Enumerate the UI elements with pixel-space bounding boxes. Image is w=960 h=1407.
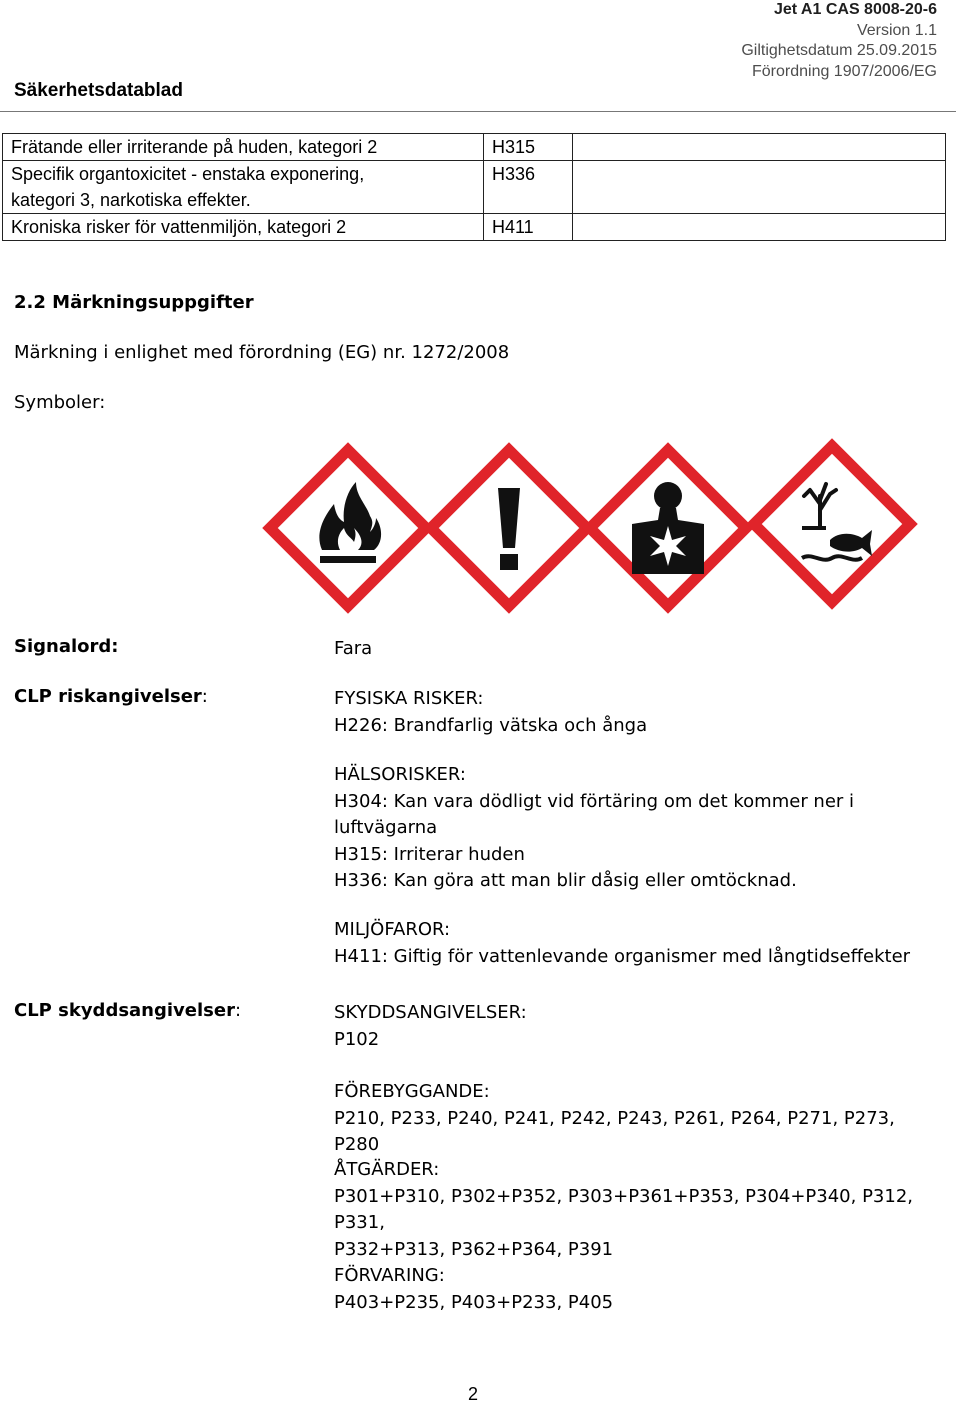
environment-icon bbox=[754, 446, 910, 602]
response-block: ÅTGÄRDER: P301+P310, P302+P352, P303+P361+P353, P304+P340, P312, P331, P332+P313, P362+P364, P391 bbox=[334, 1159, 914, 1260]
ghs-pictograms bbox=[0, 0, 960, 640]
health-hazard-icon bbox=[590, 450, 746, 606]
risk-statements-label: CLP riskangivelser: bbox=[14, 686, 208, 707]
hazard-code: H315 bbox=[484, 134, 573, 161]
storage-block: FÖRVARING: P403+P235, P403+P233, P405 bbox=[334, 1265, 614, 1313]
signal-word-value: Fara bbox=[334, 638, 373, 659]
hazard-code: H411 bbox=[484, 214, 573, 241]
section-heading: 2.2 Märkningsuppgifter bbox=[14, 292, 254, 313]
hazard-category: Kroniska risker för vattenmiljön, kategori 2 bbox=[3, 214, 484, 241]
health-hazards-block: HÄLSORISKER: H304: Kan vara dödligt vid förtäring om det kommer ner i luftvägarna H315: Irriterar huden H336: Kan göra att man blir dåsig eller omtöcknad. bbox=[334, 764, 855, 891]
valid-date-line: Giltighetsdatum 25.09.2015 bbox=[741, 42, 937, 59]
document-title: Säkerhetsdatablad bbox=[14, 80, 183, 101]
symbols-label: Symboler: bbox=[14, 392, 106, 413]
precautionary-statements-label: CLP skyddsangivelser: bbox=[14, 1000, 242, 1021]
hazard-category: Frätande eller irriterande på huden, kategori 2 bbox=[3, 134, 484, 161]
product-line: Jet A1 CAS 8008-20-6 bbox=[773, 1, 937, 18]
environmental-hazards-block: MILJÖFAROR: H411: Giftig för vattenlevande organismer med långtidseffekter bbox=[334, 919, 911, 967]
hazard-category: Specifik organtoxicitet - enstaka exponering, kategori 3, narkotiska effekter. bbox=[3, 161, 484, 214]
regulation-line: Förordning 1907/2006/EG bbox=[751, 62, 937, 80]
page-number: 2 bbox=[468, 1384, 479, 1404]
hazard-code: H336 bbox=[484, 161, 573, 214]
general-precautions-block: SKYDDSANGIVELSER: P102 bbox=[334, 1002, 527, 1050]
version-line: Version 1.1 bbox=[856, 21, 937, 39]
flame-icon bbox=[270, 450, 426, 606]
regulation-subheading: Märkning i enlighet med förordning (EG) nr. 1272/2008 bbox=[14, 342, 510, 363]
exclamation-icon bbox=[431, 450, 587, 606]
physical-hazards-block: FYSISKA RISKER: H226: Brandfarlig vätska och ånga bbox=[334, 688, 648, 736]
signal-word-label: Signalord: bbox=[14, 636, 119, 657]
prevention-block: FÖREBYGGANDE: P210, P233, P240, P241, P242, P243, P261, P264, P271, P273, P280 bbox=[334, 1081, 895, 1155]
